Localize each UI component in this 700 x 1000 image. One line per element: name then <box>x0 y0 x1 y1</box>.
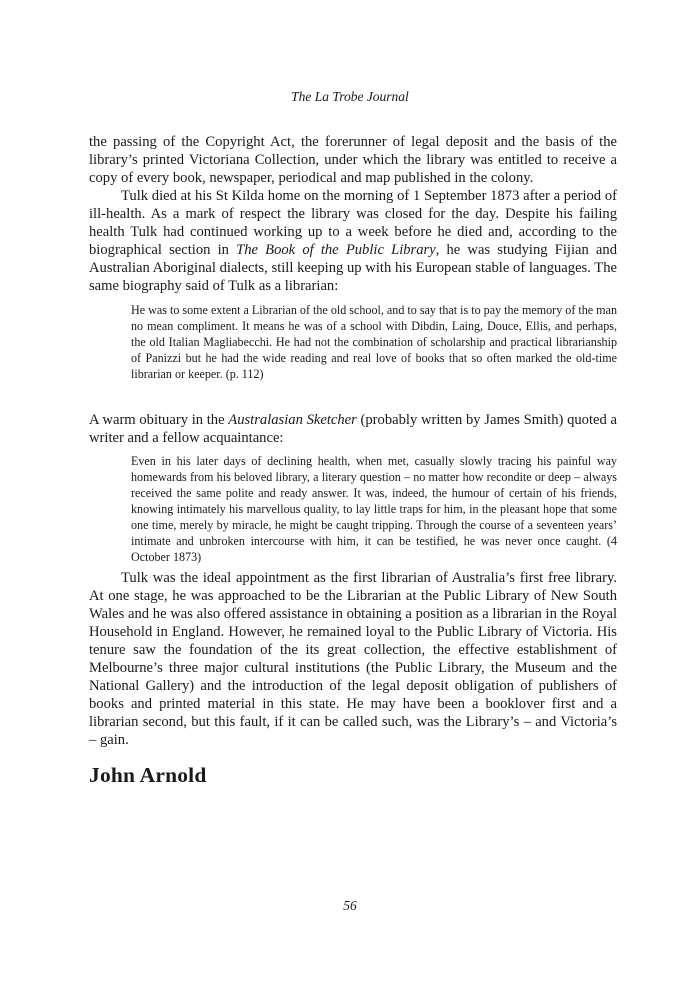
paragraph-text-part: A warm obituary in the <box>89 412 229 428</box>
running-head: The La Trobe Journal <box>291 89 409 104</box>
paragraph-text-part: Tulk died at his St Kilda home on the morning of 1 September 1873 after a period of ill-health. As a mark of respect the library was closed for the day. Despite his failing health Tulk had continued working up to a week before he died and, according to the biographical section in <box>89 188 617 258</box>
block-quote-biography <box>131 302 617 382</box>
page-number: 56 <box>343 898 357 913</box>
paragraph-tulk-death <box>89 187 617 295</box>
paragraph-text: Tulk was the ideal appointment as the first librarian of Australia’s first free library. At one stage, he was approached to be the Librarian at the Public Library of New South Wales and he was also offered assistance in obtaining a position as a librarian in the Royal Household in England. However, he remained loyal to the Public Library of Victoria. His tenure saw the foundation of the its great collection, the effective establishment of Melbourne’s three major cultural institutions (the Public Library, the Museum and the National Gallery) and the introduction of the legal deposit obligation of publishers of books and printed material in this state. He may have been a booklover first and a librarian second, but this fault, if it can be called such, was the Library’s – and Victoria’s – gain. <box>89 570 617 748</box>
paragraph-text-part: , he was studying Fijian and Australian Aboriginal dialects, still keeping up with his European stable of languages. The same biography said of Tulk as a librarian: <box>89 242 618 294</box>
quote-text: He was to some extent a Librarian of the old school, and to say that is to pay the memory of the man no mean compliment. It means he was of a school with Dibdin, Laing, Douce, Ellis, and perhaps, the old Italian Magliabecchi. He had not the combination of scholarship and practical librarianship of Panizzi but he had the wide reading and real love of books that so often marked the old-time librarian or keeper. (p. 112) <box>131 303 617 381</box>
author-signature: John Arnold <box>89 763 207 787</box>
book-title: The Book of the Public Library <box>236 242 436 258</box>
paragraph-obituary-intro <box>89 411 617 447</box>
paragraph-text-part: (probably written by James Smith) quoted a writer and a fellow acquaintance: <box>89 412 617 446</box>
paragraph-text <box>89 187 617 295</box>
paragraph-text <box>89 411 617 447</box>
paragraph-text: the passing of the Copyright Act, the forerunner of legal deposit and the basis of the library’s printed Victoriana Collection, under which the library was entitled to receive a copy of every book, newspaper, periodical and map published in the colony. <box>89 134 617 186</box>
quote-text: Even in his later days of declining health, when met, casually slowly tracing his painful way homewards from his beloved library, a literary question – no matter how recondite or deep – always received the same polite and ready answer. It was, indeed, the humour of certain of his friends, knowing intimately his marvellous quality, to lay little traps for him, in the pleasant hope that some one time, merely by miracle, he might be caught tripping. Through the course of a seventeen years’ intimate and unbroken intercourse with him, it can be testified, he was never once caught. (4 October 1873) <box>131 454 617 564</box>
block-quote-obituary <box>131 453 617 565</box>
periodical-title: Australasian Sketcher <box>228 412 357 428</box>
paragraph-ideal-appointment <box>89 569 617 749</box>
paragraph-copyright-act <box>89 133 617 187</box>
